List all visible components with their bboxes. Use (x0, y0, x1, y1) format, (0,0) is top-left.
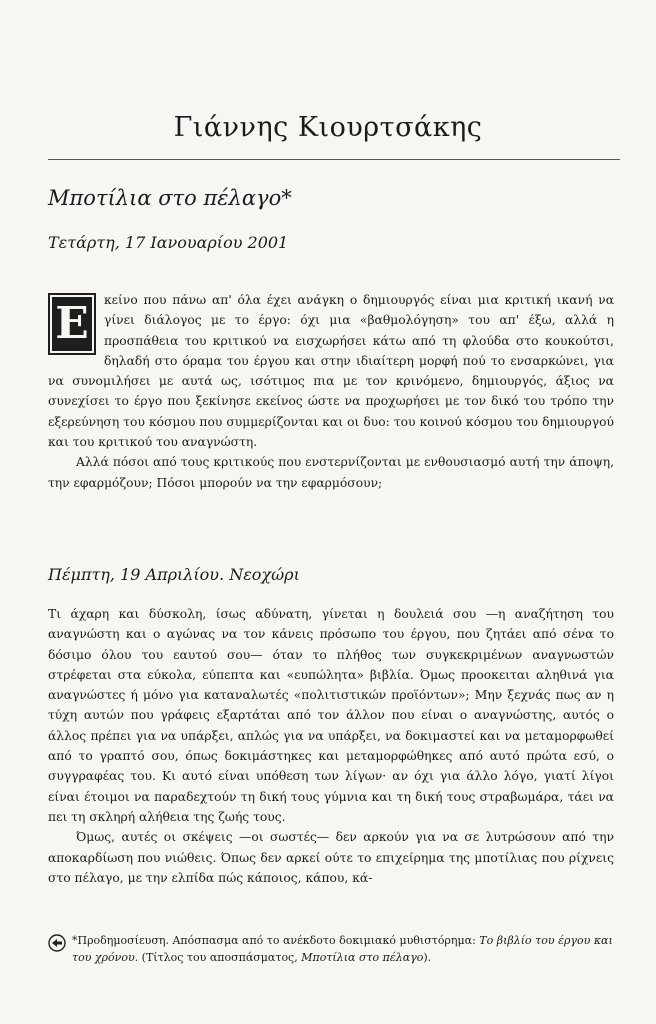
entry-2-paragraph-1: Τι άχαρη και δύσκολη, ίσως αδύνατη, γίνεται η δουλειά σου —η αναζήτηση του αναγνώστη και ο αγώνας να τον κάνεις πρόσωπο του έργου, που ζητάει από σένα το δόσιμο όλου του εαυτού σου— όταν το πλήθος των συγκεκριμένων αναγνωστών στρέφεται στα εύκολα, εύπεπτα και «ευπώλητα» βιβλία. Όμως προοκειται αληθινά για αναγνώστες ή μόνο για καταναλωτές «πολιτιστικών προϊόντων»; Μην ξεχνάς πως αν η τύχη αυτών που γράφεις εξαρτάται από τον άλλον που είναι ο αναγνώστης, αυτός ο άλλος πρέπει για να υπάρξει, απλώς για να υπάρξει, να δοκιμαστεί και να μεταμορφωθεί από το γραπτό σου, όπως δοκιμάστηκες και μεταμορφώθηκες από αυτό πρώτα εσύ, ο συγγραφέας του. Κι αυτό είναι υπόθεση των λίγων· αν όχι για άλλο λόγο, γιατί λίγοι είναι έτοιμοι να παραδεχτούν τη δική τους γύμνια και τη δική τους στραβωμάρα, τάει να πει τη σκληρή αλήθεια της ζωής τους. (48, 607, 614, 824)
footnote-end: ). (423, 951, 432, 964)
drop-cap: Ε (48, 293, 96, 355)
footnote-mid: . (Τίτλος του αποσπάσματος, (134, 951, 302, 964)
footnote-text (72, 932, 614, 966)
footnote (48, 932, 614, 966)
entry-date-1: Τετάρτη, 17 Ιανουαρίου 2001 (48, 233, 289, 252)
author-name: Γιάννης Κιουρτσάκης (173, 112, 483, 143)
entry-body-2 (48, 604, 614, 888)
entry-1-paragraph-1 (48, 290, 614, 452)
entry-body-1 (48, 290, 614, 493)
footnote-lead: *Προδημοσίευση. Απόσπασμα από το ανέκδοτο δοκιμιακό μυθιστόρημα: (72, 934, 480, 947)
footnote-excerpt-title: Μποτίλια στο πέλαγο (301, 951, 424, 964)
header-rule (48, 159, 620, 160)
entry-date-2: Πέμπτη, 19 Απριλίου. Νεοχώρι (48, 565, 300, 584)
entry-1-paragraph-1-text: κείνο που πάνω απ' όλα έχει ανάγκη ο δημιουργός είναι μια κριτική ικανή να γίνει διάλογος με το έργο: όχι μια «βαθμολόγηση» του απ' έξω, αλλά η προσπάθεια του κριτικού να εισχωρήσει κάτω από τη φλούδα στο κουκούτσι, δηλαδή στο όραμα του έργου και στην ιδιαίτερη μορφή πού το ενσαρκώνει, για να συνομιλήσει με αυτά ως, ισότιμος πια με τον κρινόμενο, δημιουργός, άξιος να συνεχίσει το έργο που ξεκίνησε εκείνος ώστε να προχωρήσει με τον δικό του τρόπο την εξερεύνηση του κόσμου που συμμερίζονται και οι δυο: του κοινού κόσμου του δημιουργού και του κριτικού του αναγνώστη. (48, 293, 614, 450)
footnote-book-title: Το βιβλίο του έργου και του χρόνου (72, 934, 613, 964)
pointing-hand-icon (48, 934, 66, 952)
entry-1-paragraph-2: Αλλά πόσοι από τους κριτικούς που ενστερνίζονται με ενθουσιασμό αυτή την άποψη, την εφαρμόζουν; Πόσοι μπορούν να την εφαρμόσουν; (48, 455, 614, 490)
entry-2-paragraph-2: Όμως, αυτές οι σκέψεις —οι σωστές— δεν αρκούν για να σε λυτρώσουν από την αποκαρδίωση που νιώθεις. Όπως δεν αρκεί ούτε το επιχείρημα της μποτίλιας που ρίχνεις στο πέλαγο, με την ελπίδα πώς κάποιος, κάπου, κά- (48, 830, 614, 885)
article-title: Μποτίλια στο πέλαγο* (48, 186, 292, 210)
